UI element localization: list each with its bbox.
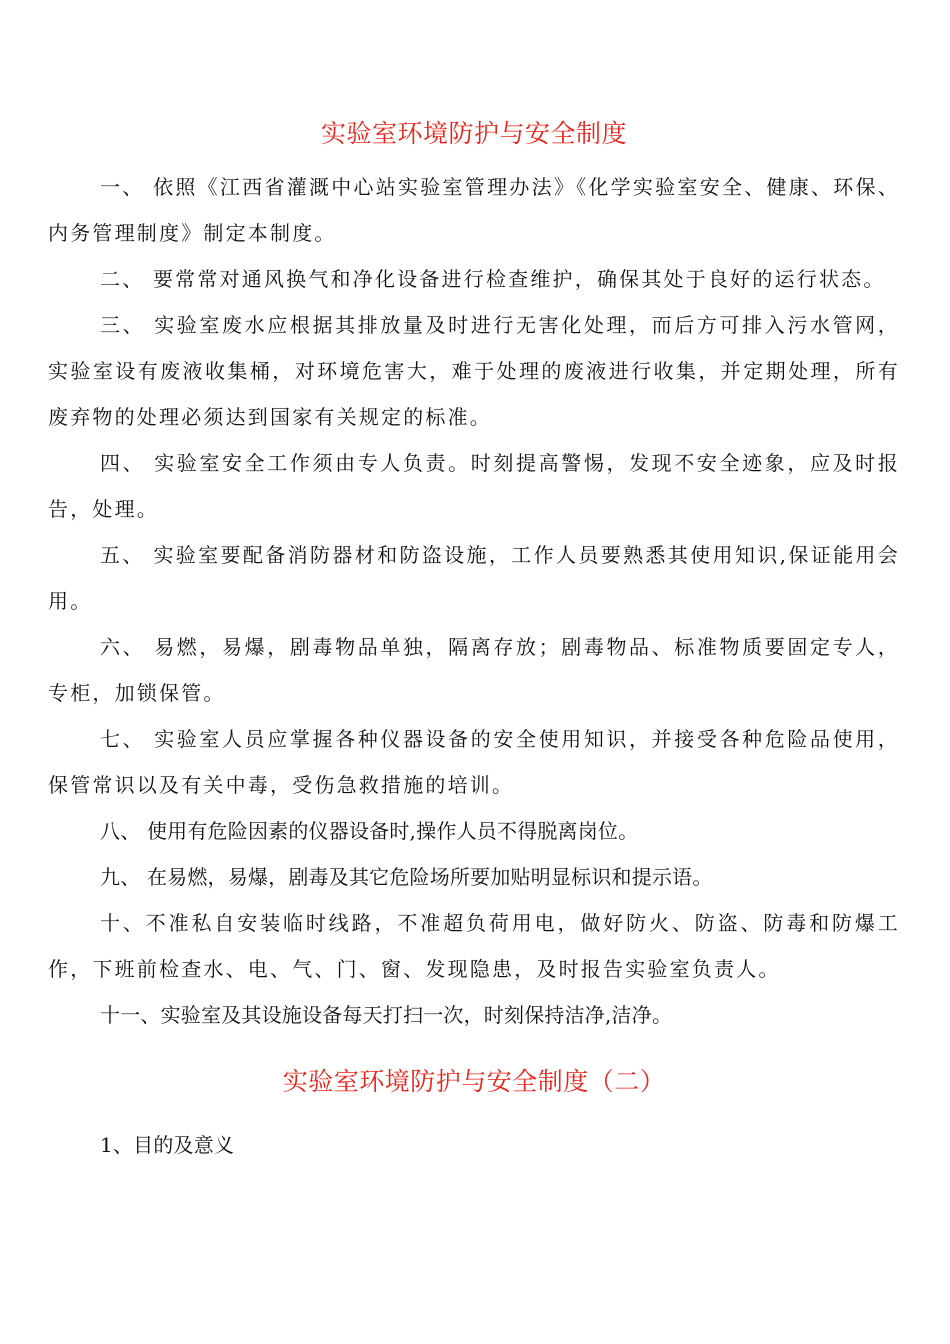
document-title: 实验室环境防护与安全制度 [320,119,627,148]
paragraph-1: 一、 依照《江西省灌溉中心站实验室管理办法》《化学实验室安全、健康、环保、内务管理制度》制定本制度。 [48,175,900,245]
paragraph-6: 六、 易燃，易爆，剧毒物品单独，隔离存放；剧毒物品、标准物质要固定专人，专柜，加锁保管。 [48,635,900,705]
document-subtitle: 实验室环境防护与安全制度（二） [282,1067,666,1096]
paragraph-9: 九、 在易燃，易爆，剧毒及其它危险场所要加贴明显标识和提示语。 [100,865,713,889]
paragraph-11: 十一、实验室及其设施设备每天打扫一次，时刻保持洁净,洁净。 [100,1003,673,1027]
paragraph-7: 七、 实验室人员应掌握各种仪器设备的安全使用知识，并接受各种危险品使用，保管常识以及有关中毒，受伤急救措施的培训。 [48,727,900,797]
paragraph-5: 五、 实验室要配备消防器材和防盗设施，工作人员要熟悉其使用知识,保证能用会用。 [48,543,900,613]
paragraph-4: 四、 实验室安全工作须由专人负责。时刻提高警惕，发现不安全迹象，应及时报告，处理。 [48,451,900,521]
paragraph-2: 二、 要常常对通风换气和净化设备进行检查维护，确保其处于良好的运行状态。 [100,267,886,291]
paragraph-8: 八、 使用有危险因素的仪器设备时,操作人员不得脱离岗位。 [100,819,639,843]
document-page [48,112,900,1168]
paragraph-3: 三、 实验室废水应根据其排放量及时进行无害化处理，而后方可排入污水管网，实验室设有废液收集桶，对环境危害大，难于处理的废液进行收集，并定期处理，所有废弃物的处理必须达到国家有关规定的标准。 [48,313,900,429]
section-heading: 1、目的及意义 [100,1133,235,1157]
paragraph-10: 十、不准私自安装临时线路，不准超负荷用电，做好防火、防盗、防毒和防爆工作，下班前检查水、电、气、门、窗、发现隐患，及时报告实验室负责人。 [48,911,900,981]
